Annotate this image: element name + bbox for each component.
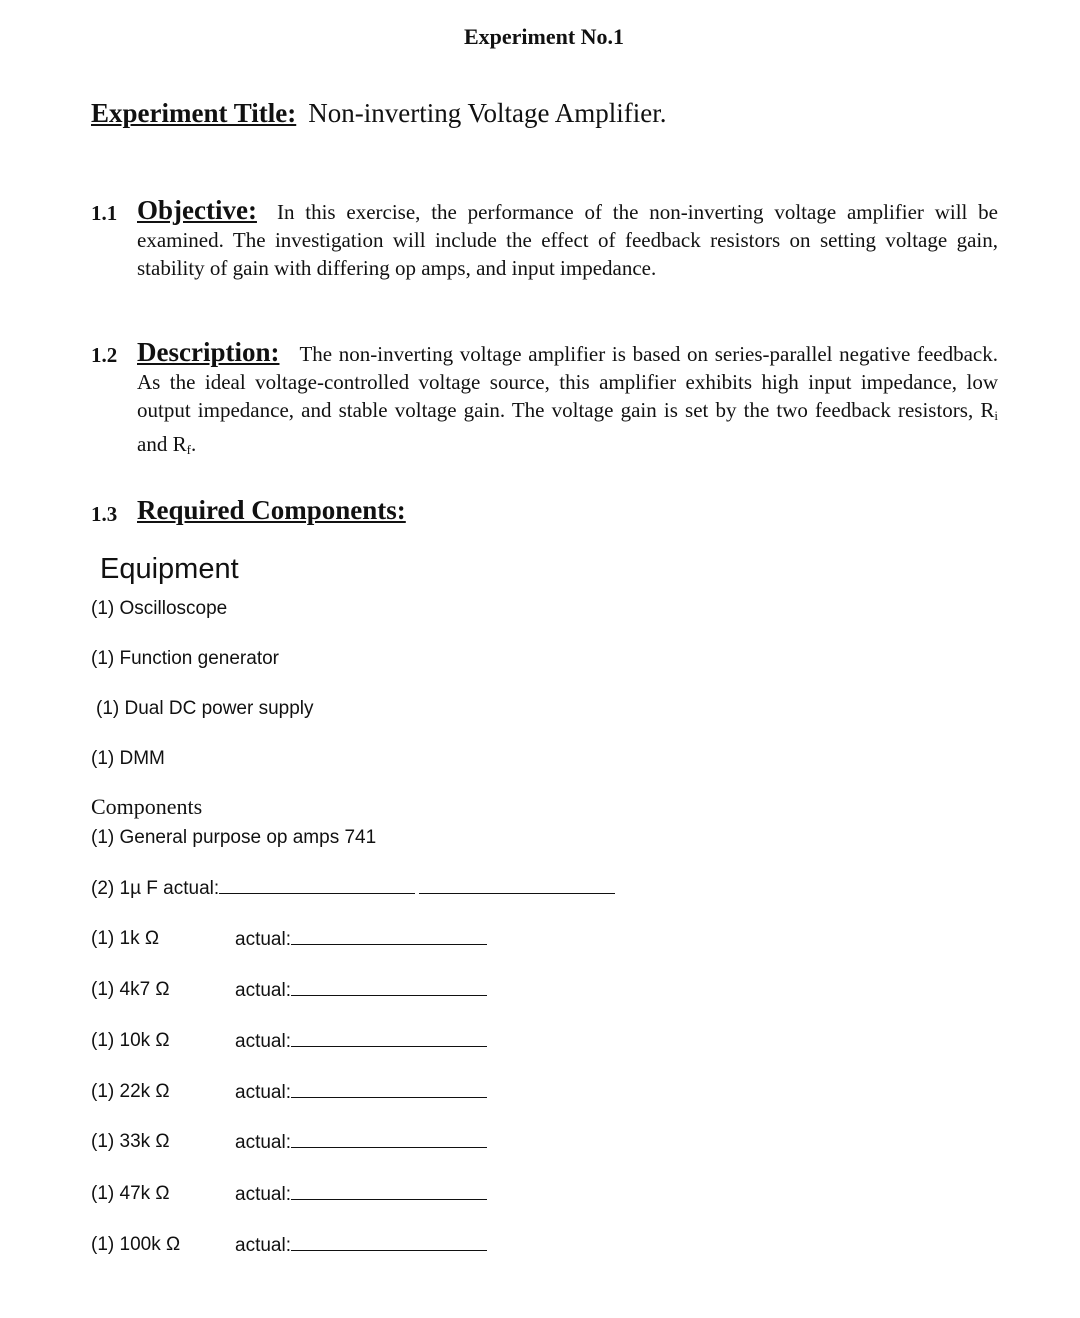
resistor-actual: actual: [235, 1030, 487, 1053]
resistor-label: (1) 47k Ω [91, 1183, 170, 1204]
resistor-label: (1) 100k Ω [91, 1234, 181, 1255]
section-number: 1.2 [91, 343, 118, 367]
resistor-actual: actual: [235, 1131, 487, 1154]
component-opamp: (1) General purpose op amps 741 [91, 827, 377, 848]
resistor-label: (1) 10k Ω [91, 1030, 170, 1051]
equipment-item: (1) Oscilloscope [91, 598, 228, 619]
resistor-label: (1) 1k Ω [91, 928, 160, 949]
section-text: In this exercise, the performance of the non-inverting voltage amplifier will be examined. The investigation will include the effect of feedback resistors on setting voltage gain, stability of gain with differing op amps, and input impedance. [137, 200, 998, 280]
components-heading: Components [91, 794, 203, 819]
section-text: The non-inverting voltage amplifier is based on series-parallel negative feedback. As the ideal voltage-controlled voltage source, this amplifier exhibits high input impedance, low output impedance, and stable voltage gain. The voltage gain is set by the two feedback resistors, [137, 342, 998, 422]
resistor-actual: actual: [235, 1081, 487, 1104]
section-description [91, 338, 999, 458]
equipment-item: (1) Dual DC power supply [96, 698, 314, 719]
resistor-actual: actual: [235, 928, 487, 951]
resistor-ri: $R_i$ [980, 398, 998, 423]
section-objective [91, 196, 999, 286]
experiment-title-row [91, 98, 666, 129]
component-capacitor [91, 877, 615, 900]
section-body [137, 496, 998, 526]
resistor-actual: actual: [235, 1183, 487, 1206]
resistor-actual: actual: [235, 1234, 487, 1257]
resistor-actual: actual: [235, 979, 487, 1002]
section-body [137, 196, 998, 282]
equipment-heading: Equipment [100, 553, 239, 585]
equipment-item: (1) Function generator [91, 648, 279, 669]
section-body: Description: The non-inverting voltage amplifier is based on series-parallel negative feedback. As the ideal voltage-controlled voltage source, this amplifier exhibits high input impedance, low output impedance, and stable voltage gain. The voltage gain is set by the two feedback resistors, $R_i$ and $R_f$. [137, 337, 998, 457]
section-heading: Objective: [137, 195, 257, 225]
resistor-rf: $R_f$ [172, 432, 191, 457]
capacitor-blank-2 [419, 877, 615, 894]
section-required-components [91, 496, 999, 536]
capacitor-blank-1 [219, 877, 415, 894]
section-number: 1.3 [91, 502, 118, 526]
experiment-title-value: Non-inverting Voltage Amplifier. [308, 98, 667, 128]
capacitor-label: (2) 1µ F actual: [91, 878, 220, 899]
resistor-label: (1) 4k7 Ω [91, 979, 170, 1000]
equipment-item: (1) DMM [91, 748, 165, 769]
experiment-title-label: Experiment Title: [91, 98, 297, 128]
section-heading: Required Components: [137, 495, 406, 525]
section-number: 1.1 [91, 201, 118, 225]
document-title: Experiment No.1 [463, 24, 625, 49]
section-heading: Description: [137, 337, 280, 367]
resistor-label: (1) 33k Ω [91, 1131, 170, 1152]
resistor-label: (1) 22k Ω [91, 1081, 170, 1102]
